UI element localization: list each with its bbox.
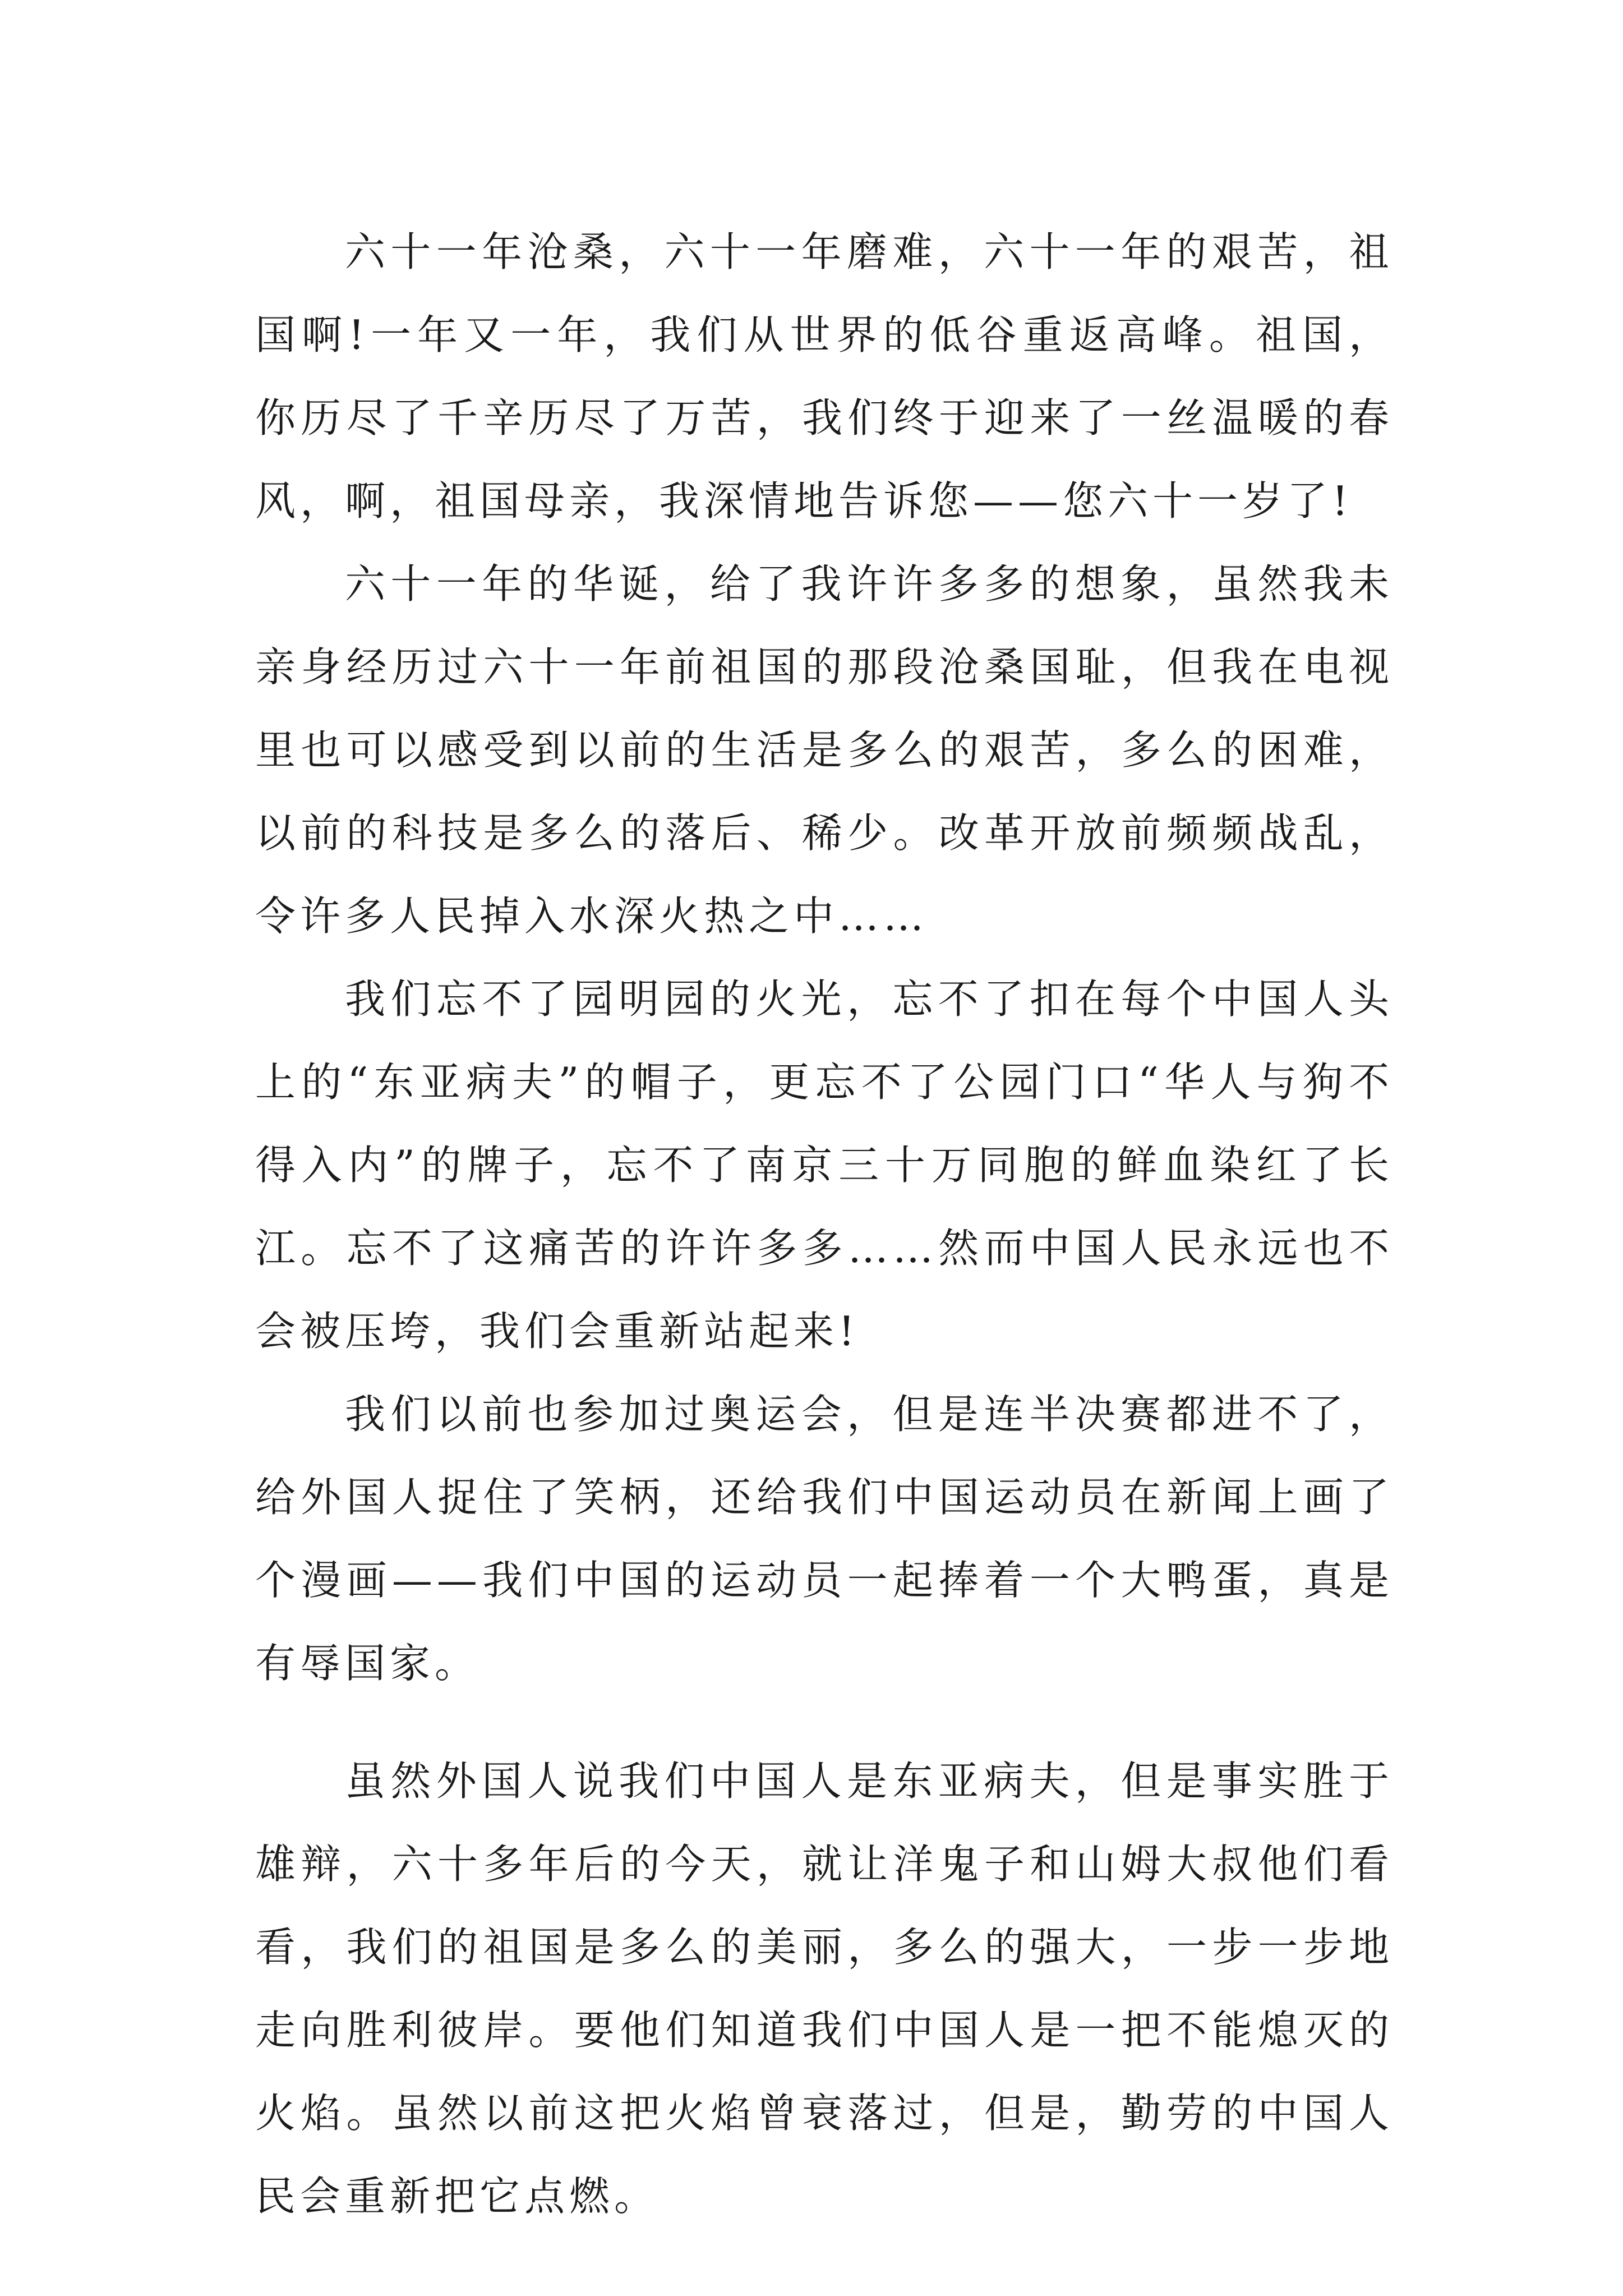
paragraph-1: 六十一年沧桑，六十一年磨难，六十一年的艰苦，祖国啊!一年又一年，我们从世界的低谷重返高峰。祖国，你历尽了千辛历尽了万苦，我们终于迎来了一丝温暖的春风，啊，祖国母亲，我深情地告诉您——您六十一岁了! <box>255 228 1394 524</box>
document-body <box>255 210 1394 2238</box>
paragraph-2: 六十一年的华诞，给了我许许多多的想象，虽然我未亲身经历过六十一年前祖国的那段沧桑国耻，但我在电视里也可以感受到以前的生活是多么的艰苦，多么的困难，以前的科技是多么的落后、稀少。改革开放前频频战乱，令许多人民掉入水深火热之中…… <box>255 560 1394 940</box>
paragraph-4: 我们以前也参加过奥运会，但是连半决赛都进不了，给外国人捉住了笑柄，还给我们中国运动员在新闻上画了个漫画——我们中国的运动员一起捧着一个大鸭蛋，真是有辱国家。 <box>255 1391 1394 1687</box>
paragraph-3: 我们忘不了园明园的火光，忘不了扣在每个中国人头上的“东亚病夫”的帽子，更忘不了公园门口“华人与狗不得入内”的牌子，忘不了南京三十万同胞的鲜血染红了长江。忘不了这痛苦的许许多多……然而中国人民永远也不会被压垮，我们会重新站起来! <box>255 976 1394 1355</box>
paragraph-5: 虽然外国人说我们中国人是东亚病夫，但是事实胜于雄辩，六十多年后的今天，就让洋鬼子和山姆大叔他们看看，我们的祖国是多么的美丽，多么的强大，一步一步地走向胜利彼岸。要他们知道我们中国人是一把不能熄灭的火焰。虽然以前这把火焰曾衰落过，但是，勤劳的中国人民会重新把它点燃。 <box>255 1757 1394 2220</box>
